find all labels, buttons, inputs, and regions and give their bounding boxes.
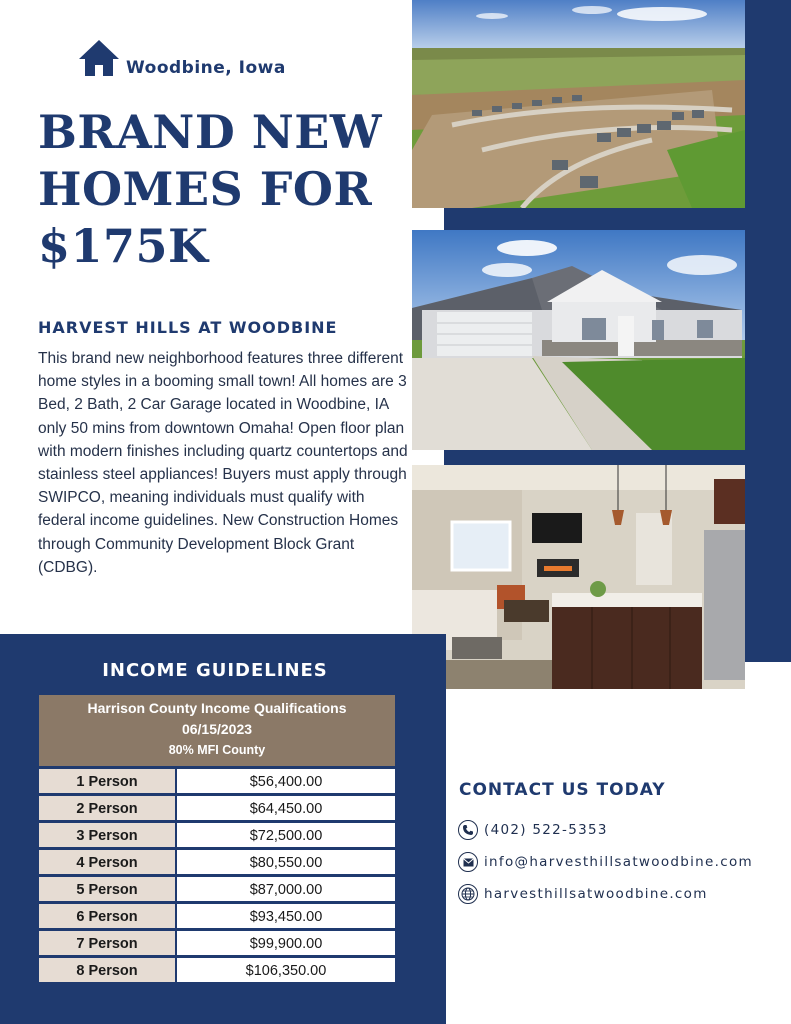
contact-email[interactable]: [458, 851, 753, 873]
income-table-title: Harrison County Income Qualifications: [87, 700, 347, 716]
household-size: 2 Person: [39, 796, 175, 820]
location-label: Woodbine, Iowa: [126, 58, 286, 78]
headline-price: $175K: [38, 219, 209, 273]
income-limit: $72,500.00: [177, 823, 395, 847]
income-table-header: [39, 695, 395, 766]
table-row: [39, 931, 395, 955]
table-row: [39, 958, 395, 982]
phone-number[interactable]: (402) 522-5353: [484, 822, 608, 838]
contact-phone[interactable]: [458, 819, 608, 841]
household-size: 7 Person: [39, 931, 175, 955]
phone-icon: [458, 820, 478, 840]
household-size: 6 Person: [39, 904, 175, 928]
table-row: [39, 823, 395, 847]
household-size: 4 Person: [39, 850, 175, 874]
contact-heading: CONTACT US TODAY: [459, 780, 666, 800]
income-limit: $99,900.00: [177, 931, 395, 955]
table-row: [39, 769, 395, 793]
globe-icon: [458, 884, 478, 904]
aerial-neighborhood-photo: [412, 0, 745, 208]
income-limit: $93,450.00: [177, 904, 395, 928]
income-limit: $87,000.00: [177, 877, 395, 901]
table-row: [39, 877, 395, 901]
section-heading: HARVEST HILLS AT WOODBINE: [38, 318, 338, 337]
household-size: 5 Person: [39, 877, 175, 901]
contact-website[interactable]: [458, 883, 708, 905]
household-size: 1 Person: [39, 769, 175, 793]
household-size: 3 Person: [39, 823, 175, 847]
house-exterior-photo: [412, 230, 745, 450]
interior-living-kitchen-photo: [412, 465, 745, 689]
income-limit: $64,450.00: [177, 796, 395, 820]
headline-line: BRAND NEW: [38, 105, 383, 159]
household-size: 8 Person: [39, 958, 175, 982]
mail-icon: [458, 852, 478, 872]
table-row: [39, 796, 395, 820]
navy-accent-strip: [745, 0, 791, 662]
email-address[interactable]: info@harvesthillsatwoodbine.com: [484, 854, 753, 870]
income-guidelines-heading: INCOME GUIDELINES: [102, 660, 328, 681]
income-table: [39, 695, 395, 982]
income-limit: $80,550.00: [177, 850, 395, 874]
income-limit: $56,400.00: [177, 769, 395, 793]
table-row: [39, 904, 395, 928]
headline-line: HOMES FOR: [38, 162, 373, 216]
table-row: [39, 850, 395, 874]
income-table-subtitle: 80% MFI County: [168, 743, 266, 757]
page-title: [38, 104, 408, 275]
income-table-date: 06/15/2023: [181, 721, 253, 737]
website-url[interactable]: harvesthillsatwoodbine.com: [484, 886, 708, 902]
income-limit: $106,350.00: [177, 958, 395, 982]
description-paragraph: This brand new neighborhood features three different home styles in a booming small town! All homes are 3 Bed, 2 Bath, 2 Car Garage located in Woodbine, IA only 50 mins from downtown Omaha! Open floor plan with modern finishes including quartz countertops and stainless steel appliances! Buyers must apply through SWIPCO, meaning individuals must qualify with federal income guidelines. New Construction Homes through Community Development Block Grant (CDBG).: [38, 350, 408, 576]
house-icon: [78, 38, 120, 78]
